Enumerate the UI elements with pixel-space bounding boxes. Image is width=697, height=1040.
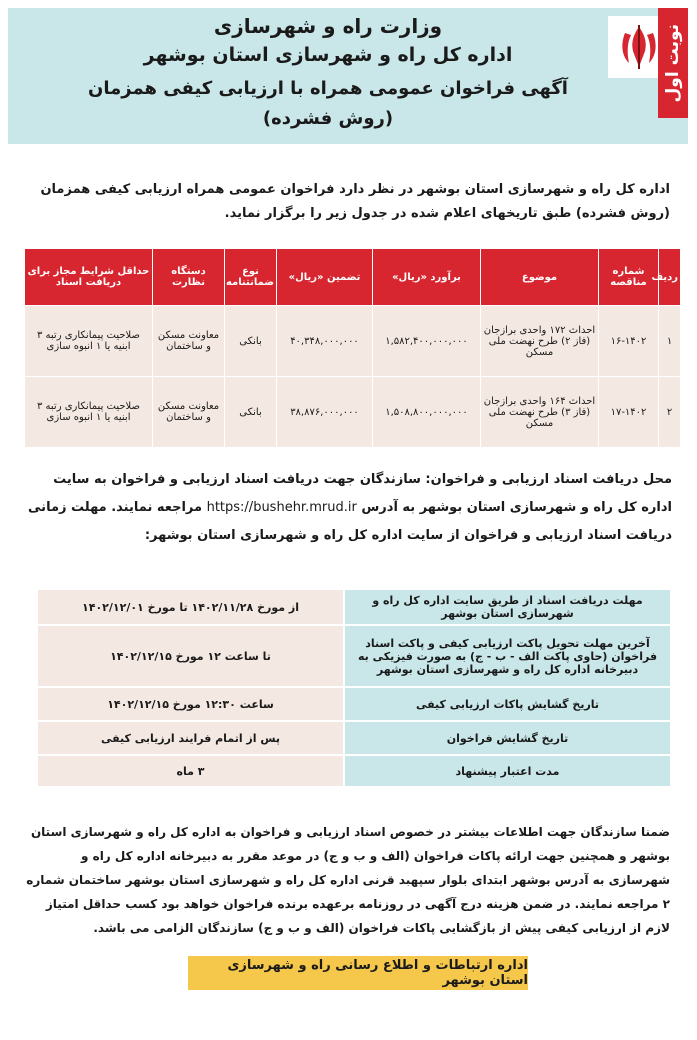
cell-guarantee: ۳۸,۸۷۶,۰۰۰,۰۰۰ [277,377,373,448]
cell-row-no: ۱ [659,306,681,377]
schedule-table [36,588,672,788]
table-row [25,377,681,448]
schedule-row [37,687,671,721]
schedule-label: مهلت دریافت اسناد از طریق سایت اداره کل راه و شهرسازی استان بوشهر [344,589,671,625]
header-requirement: حداقل شرایط مجاز برای دریافت اسناد [25,249,153,306]
cell-tender-number: ۱۶-۱۴۰۲ [599,306,659,377]
cell-tender-number: ۱۷-۱۴۰۲ [599,377,659,448]
cell-supervisor: معاونت مسکن و ساختمان [153,377,225,448]
schedule-row [37,755,671,787]
cell-requirement: صلاحیت پیمانکاری رتبه ۳ ابنیه یا ۱ انبوه سازی [25,377,153,448]
notice-title: آگهی فراخوان عمومی همراه با ارزیابی کیفی همزمان [88,78,568,99]
header-estimate: برآورد «ریال» [373,249,481,306]
schedule-row [37,721,671,755]
cell-row-no: ۲ [659,377,681,448]
header-supervisor: دستگاه نظارت [153,249,225,306]
table-row [25,306,681,377]
header-banner [8,8,688,144]
documents-location-paragraph [22,466,672,550]
ministry-title: وزارت راه و شهرسازی [213,14,443,38]
cell-estimate: ۱,۵۸۲,۴۰۰,۰۰۰,۰۰۰ [373,306,481,377]
cell-subject: احداث ۱۷۲ واحدی برازجان (فاز ۲) طرح نهضت ملی مسکن [481,306,599,377]
schedule-value: ساعت ۱۲:۳۰ مورخ ۱۴۰۲/۱۲/۱۵ [37,687,344,721]
department-title: اداره کل راه و شهرسازی استان بوشهر [143,44,513,66]
closing-paragraph: ضمنا سازندگان جهت اطلاعات بیشتر در خصوص اسناد ارزیابی و فراخوان به اداره کل راه و شهرسازی استان بوشهر و همچنین جهت ارائه پاکات فراخوان (الف و ب و ج) در موعد مقرر به دبیرخانه اداره کل راه و شهرسازی به آدرس بوشهر ابتدای بلوار سپهبد قرنی اداره کل راه و شهرسازی استان بوشهر ساختمان شماره ۲ مراجعه نمایند. در ضمن هزینه درج آگهی در روزنامه برعهده برنده فراخوان خواهد بود کسب حداقل امتیاز لازم از ارزیابی کیفی پیش از بازگشایی پاکات فراخوان (الف و ب و ج) سازندگان الزامی می باشد. [26,825,670,935]
cell-guarantee: ۴۰,۳۴۸,۰۰۰,۰۰۰ [277,306,373,377]
intro-paragraph: اداره کل راه و شهرسازی استان بوشهر در نظر دارد فراخوان عمومی همراه ارزیابی کیفی همزمان (روش فشرده) طبق تاریخهای اعلام شده در جدول زیر را برگزار نماید. [40,182,670,221]
badge-text: نوبت اول [663,23,683,103]
schedule-label: تاریخ گشایش پاکات ارزیابی کیفی [344,687,671,721]
cell-guarantee-type: بانکی [225,306,277,377]
cell-guarantee-type: بانکی [225,377,277,448]
header-row-no: ردیف [659,249,681,306]
schedule-row [37,625,671,687]
cell-subject: احداث ۱۶۴ واحدی برازجان (فاز ۳) طرح نهضت ملی مسکن [481,377,599,448]
cell-supervisor: معاونت مسکن و ساختمان [153,306,225,377]
schedule-row [37,589,671,625]
schedule-label: آخرین مهلت تحویل پاکت ارزیابی کیفی و پاکت اسناد فراخوان (حاوی پاکت الف - ب - ج) به صورت فیزیکی به دبیرخانه اداره کل راه و شهرسازی استان بوشهر [344,625,671,687]
cell-estimate: ۱,۵۰۸,۸۰۰,۰۰۰,۰۰۰ [373,377,481,448]
first-publication-badge [658,8,688,118]
header-guarantee: تضمین «ریال» [277,249,373,306]
schedule-value: ۳ ماه [37,755,344,787]
header-tender-number: شماره مناقصه [599,249,659,306]
schedule-label: تاریخ گشایش فراخوان [344,721,671,755]
location-text-after: مراجعه نمایند. مهلت زمانی دریافت اسناد ارزیابی و فراخوان از سایت اداره کل راه و شهرسازی استان بوشهر: [28,500,672,543]
header-guarantee-type: نوع ضمانتنامه [225,249,277,306]
location-text-before: محل دریافت اسناد ارزیابی و فراخوان: سازندگان جهت دریافت اسناد ارزیابی و فراخوان به سایت اداره کل راه و شهرسازی استان بوشهر به آدرس [53,472,672,515]
cell-requirement: صلاحیت پیمانکاری رتبه ۳ ابنیه یا ۱ انبوه سازی [25,306,153,377]
footer-banner [188,956,528,990]
schedule-value: پس از اتمام فرایند ارزیابی کیفی [37,721,344,755]
footer-text: اداره ارتباطات و اطلاع رسانی راه و شهرسازی استان بوشهر [227,958,528,988]
header-subject: موضوع [481,249,599,306]
schedule-value: تا ساعت ۱۲ مورخ ۱۴۰۲/۱۲/۱۵ [37,625,344,687]
schedule-label: مدت اعتبار پیشنهاد [344,755,671,787]
ad-sheet [8,8,688,1032]
schedule-value: از مورخ ۱۴۰۲/۱۱/۲۸ تا مورخ ۱۴۰۲/۱۲/۰۱ [37,589,344,625]
table-header-row [25,249,681,306]
website-link[interactable]: https://bushehr.mrud.ir [206,500,357,515]
tenders-table [24,248,681,448]
method-title: (روش فشرده) [262,108,394,129]
